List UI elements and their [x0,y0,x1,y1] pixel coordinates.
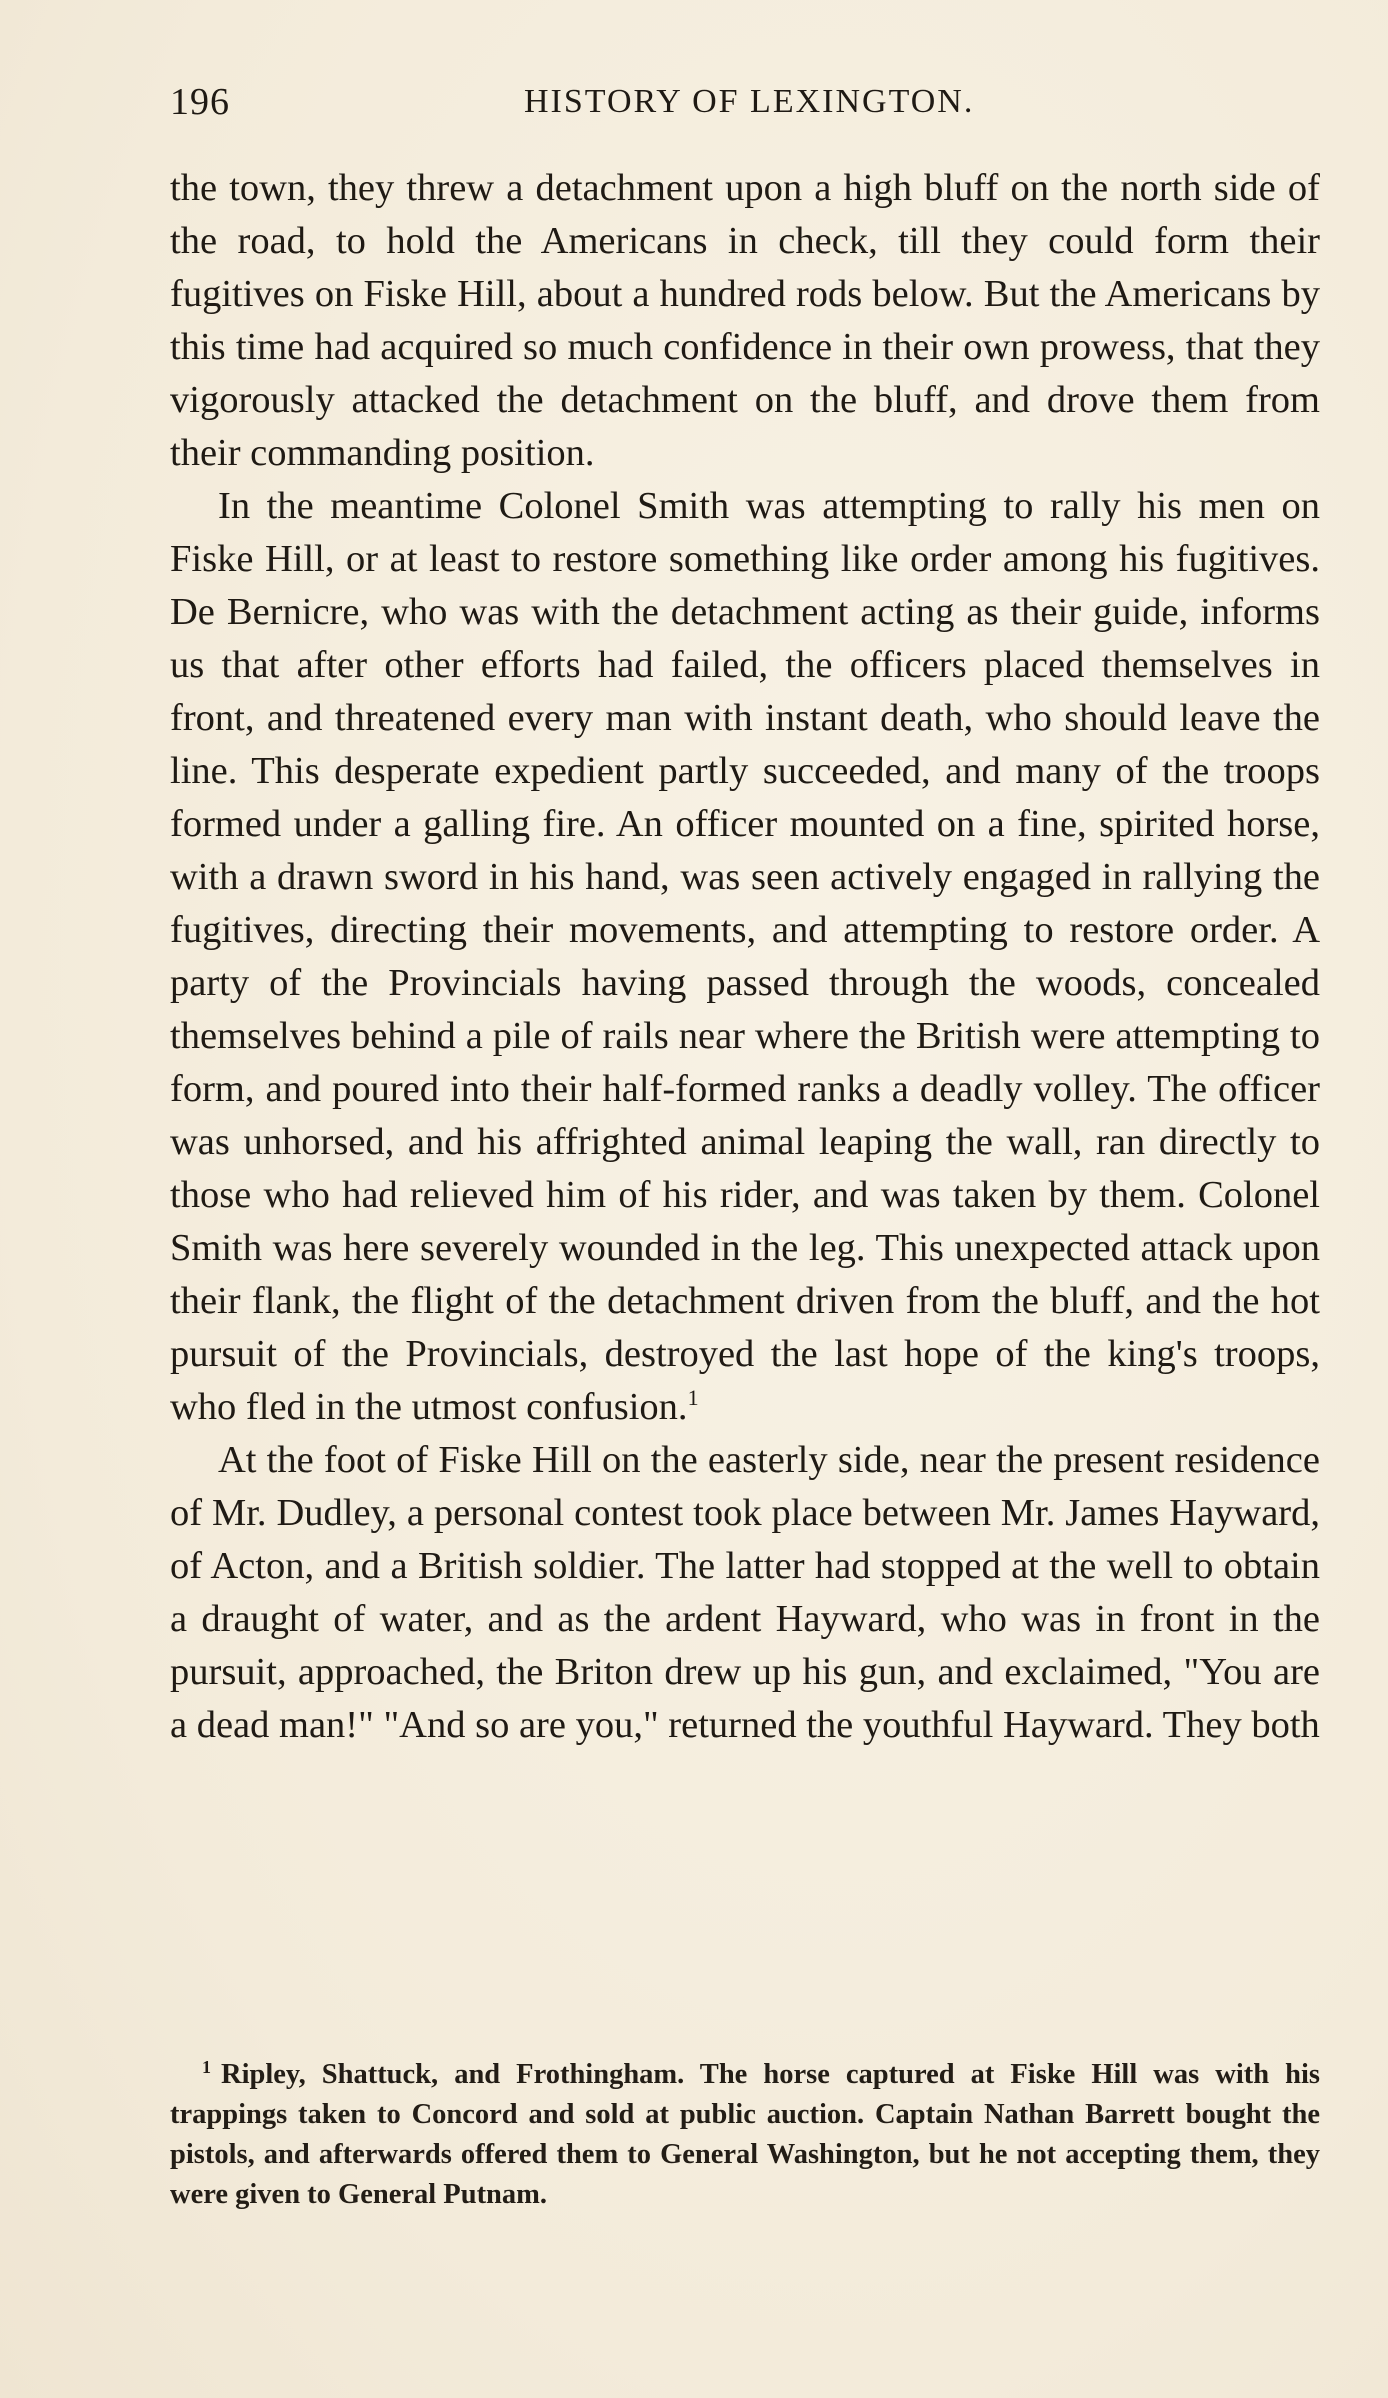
footnotes [170,2055,1320,2215]
body-text [170,162,1320,1752]
paragraph [170,1434,1320,1752]
page-number: 196 [170,81,230,123]
paragraph-text: the town, they threw a detachment upon a high bluff on the north side of the road, to hold the Americans in check, till they could form their fugitives on Fiske Hill, about a hundred rods below. But the Americans by this time had acquired so much confidence in their own prowess, that they vigorously attacked the detachment on the bluff, and drove them from their commanding position. [170,167,1320,474]
paragraph [170,480,1320,1434]
footnote-text: Ripley, Shattuck, and Frothingham. The horse captured at Fiske Hill was with his trappings taken to Concord and sold at public auction. Captain Nathan Barrett bought the pistols, and afterwards offered them to General Washington, but he not accepting them, they were given to General Putnam. [170,2059,1320,2210]
paragraph-continued [170,162,1320,480]
running-head: HISTORY OF LEXINGTON. [524,83,975,120]
page-header [170,78,1320,126]
paragraph-text: At the foot of Fiske Hill on the easterly side, near the present residence of Mr. Dudley, a personal contest took place between Mr. James Hayward, of Acton, and a British soldier. The latter had stopped at the well to obtain a draught of water, and as the ardent Hayward, who was in front in the pursuit, approached, the Briton drew up his gun, and exclaimed, "You are a dead man!" "And so are you," returned the youthful Hayward. They both [170,1439,1320,1746]
paragraph-text: In the meantime Colonel Smith was attempting to rally his men on Fiske Hill, or at least to restore something like order among his fugitives. De Bernicre, who was with the detachment acting as their guide, informs us that after other efforts had failed, the officers placed themselves in front, and threatened every man with instant death, who should leave the line. This desperate expedient partly succeeded, and many of the troops formed under a galling fire. An officer mounted on a fine, spirited horse, with a drawn sword in his hand, was seen actively engaged in rallying the fugitives, directing their movements, and attempting to restore order. A party of the Provincials having passed through the woods, concealed themselves behind a pile of rails near where the British were attempting to form, and poured into their half-formed ranks a deadly volley. The officer was unhorsed, and his affrighted animal leaping the wall, ran directly to those who had relieved him of his rider, and was taken by them. Colonel Smith was here severely wounded in the leg. This unexpected attack upon their flank, the flight of the detachment driven from the bluff, and the hot pursuit of the Provincials, destroyed the last hope of the king's troops, who fled in the utmost confusion. [170,485,1320,1428]
footnote-mark: 1 [202,2056,211,2077]
footnote-reference: 1 [687,1385,699,1411]
footnote [170,2055,1320,2215]
